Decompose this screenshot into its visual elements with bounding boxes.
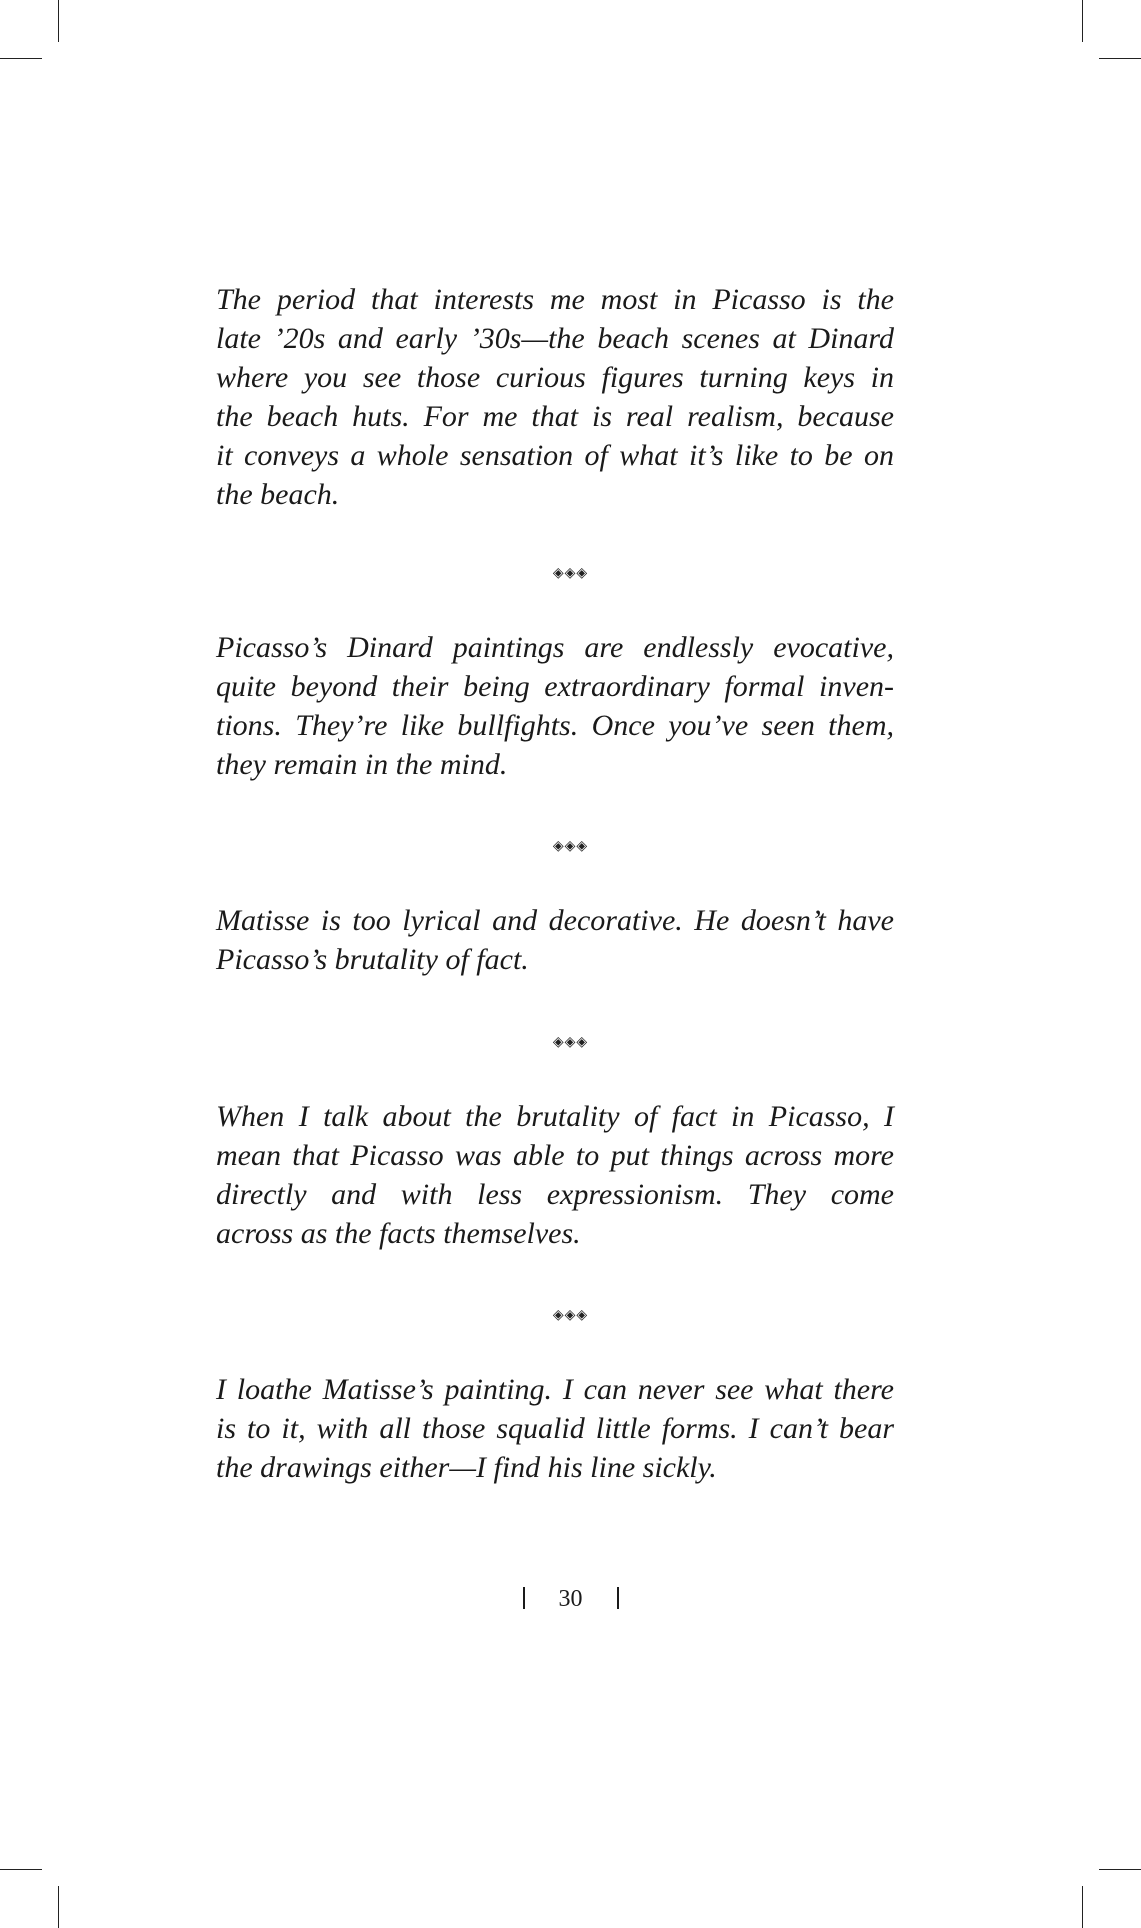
crop-mark-bottom-left-h: [0, 1869, 42, 1870]
line: across as the facts themselves.: [216, 1217, 581, 1250]
paragraph: [216, 628, 894, 784]
page-folio: [0, 1586, 1141, 1613]
line: tions. They’re like bullfights. Once you’ve seen them,: [216, 709, 894, 742]
page-number: 30: [558, 1586, 583, 1612]
line: is to it, with all those squalid little forms. I can’t bear: [216, 1412, 894, 1445]
line: it conveys a whole sensation of what it’s like to be on: [216, 439, 894, 472]
section-ornament: ◈◈◈: [552, 1307, 589, 1323]
paragraph: [216, 901, 894, 979]
line: late ’20s and early ’30s—the beach scenes at Dinard: [216, 322, 894, 355]
section-ornament: ◈◈◈: [552, 838, 589, 854]
folio-rule-left: [523, 1587, 525, 1609]
crop-mark-top-right: [1082, 0, 1083, 42]
line: the beach huts. For me that is real realism, because: [216, 400, 894, 433]
line: I loathe Matisse’s painting. I can never see what there: [216, 1373, 894, 1406]
paragraph: [216, 1097, 894, 1253]
line: quite beyond their being extraordinary formal inven-: [216, 670, 894, 703]
line: they remain in the mind.: [216, 748, 508, 781]
line: the beach.: [216, 478, 340, 511]
crop-mark-bottom-left: [58, 1886, 59, 1928]
folio-rule-right: [617, 1587, 619, 1609]
line: Picasso’s brutality of fact.: [216, 943, 529, 976]
crop-mark-top-right-h: [1099, 58, 1141, 59]
section-ornament: ◈◈◈: [552, 565, 589, 581]
passage-3: [216, 901, 894, 979]
passage-1: [216, 280, 894, 514]
passage-5: [216, 1370, 894, 1487]
crop-mark-top-left-h: [0, 58, 42, 59]
line: the drawings either—I find his line sickly.: [216, 1451, 717, 1484]
crop-mark-bottom-right-h: [1099, 1869, 1141, 1870]
line: where you see those curious figures turning keys in: [216, 361, 894, 394]
passage-4: [216, 1097, 894, 1253]
line: When I talk about the brutality of fact in Picasso, I: [216, 1100, 894, 1133]
line: mean that Picasso was able to put things across more: [216, 1139, 894, 1172]
line: Matisse is too lyrical and decorative. He doesn’t have: [216, 904, 894, 937]
crop-mark-top-left: [58, 0, 59, 42]
line: Picasso’s Dinard paintings are endlessly evocative,: [216, 631, 894, 664]
section-ornament: ◈◈◈: [552, 1034, 589, 1050]
paragraph: [216, 280, 894, 514]
paragraph: [216, 1370, 894, 1487]
line: The period that interests me most in Picasso is the: [216, 283, 894, 316]
line: directly and with less expressionism. They come: [216, 1178, 894, 1211]
passage-2: [216, 628, 894, 784]
crop-mark-bottom-right: [1082, 1886, 1083, 1928]
